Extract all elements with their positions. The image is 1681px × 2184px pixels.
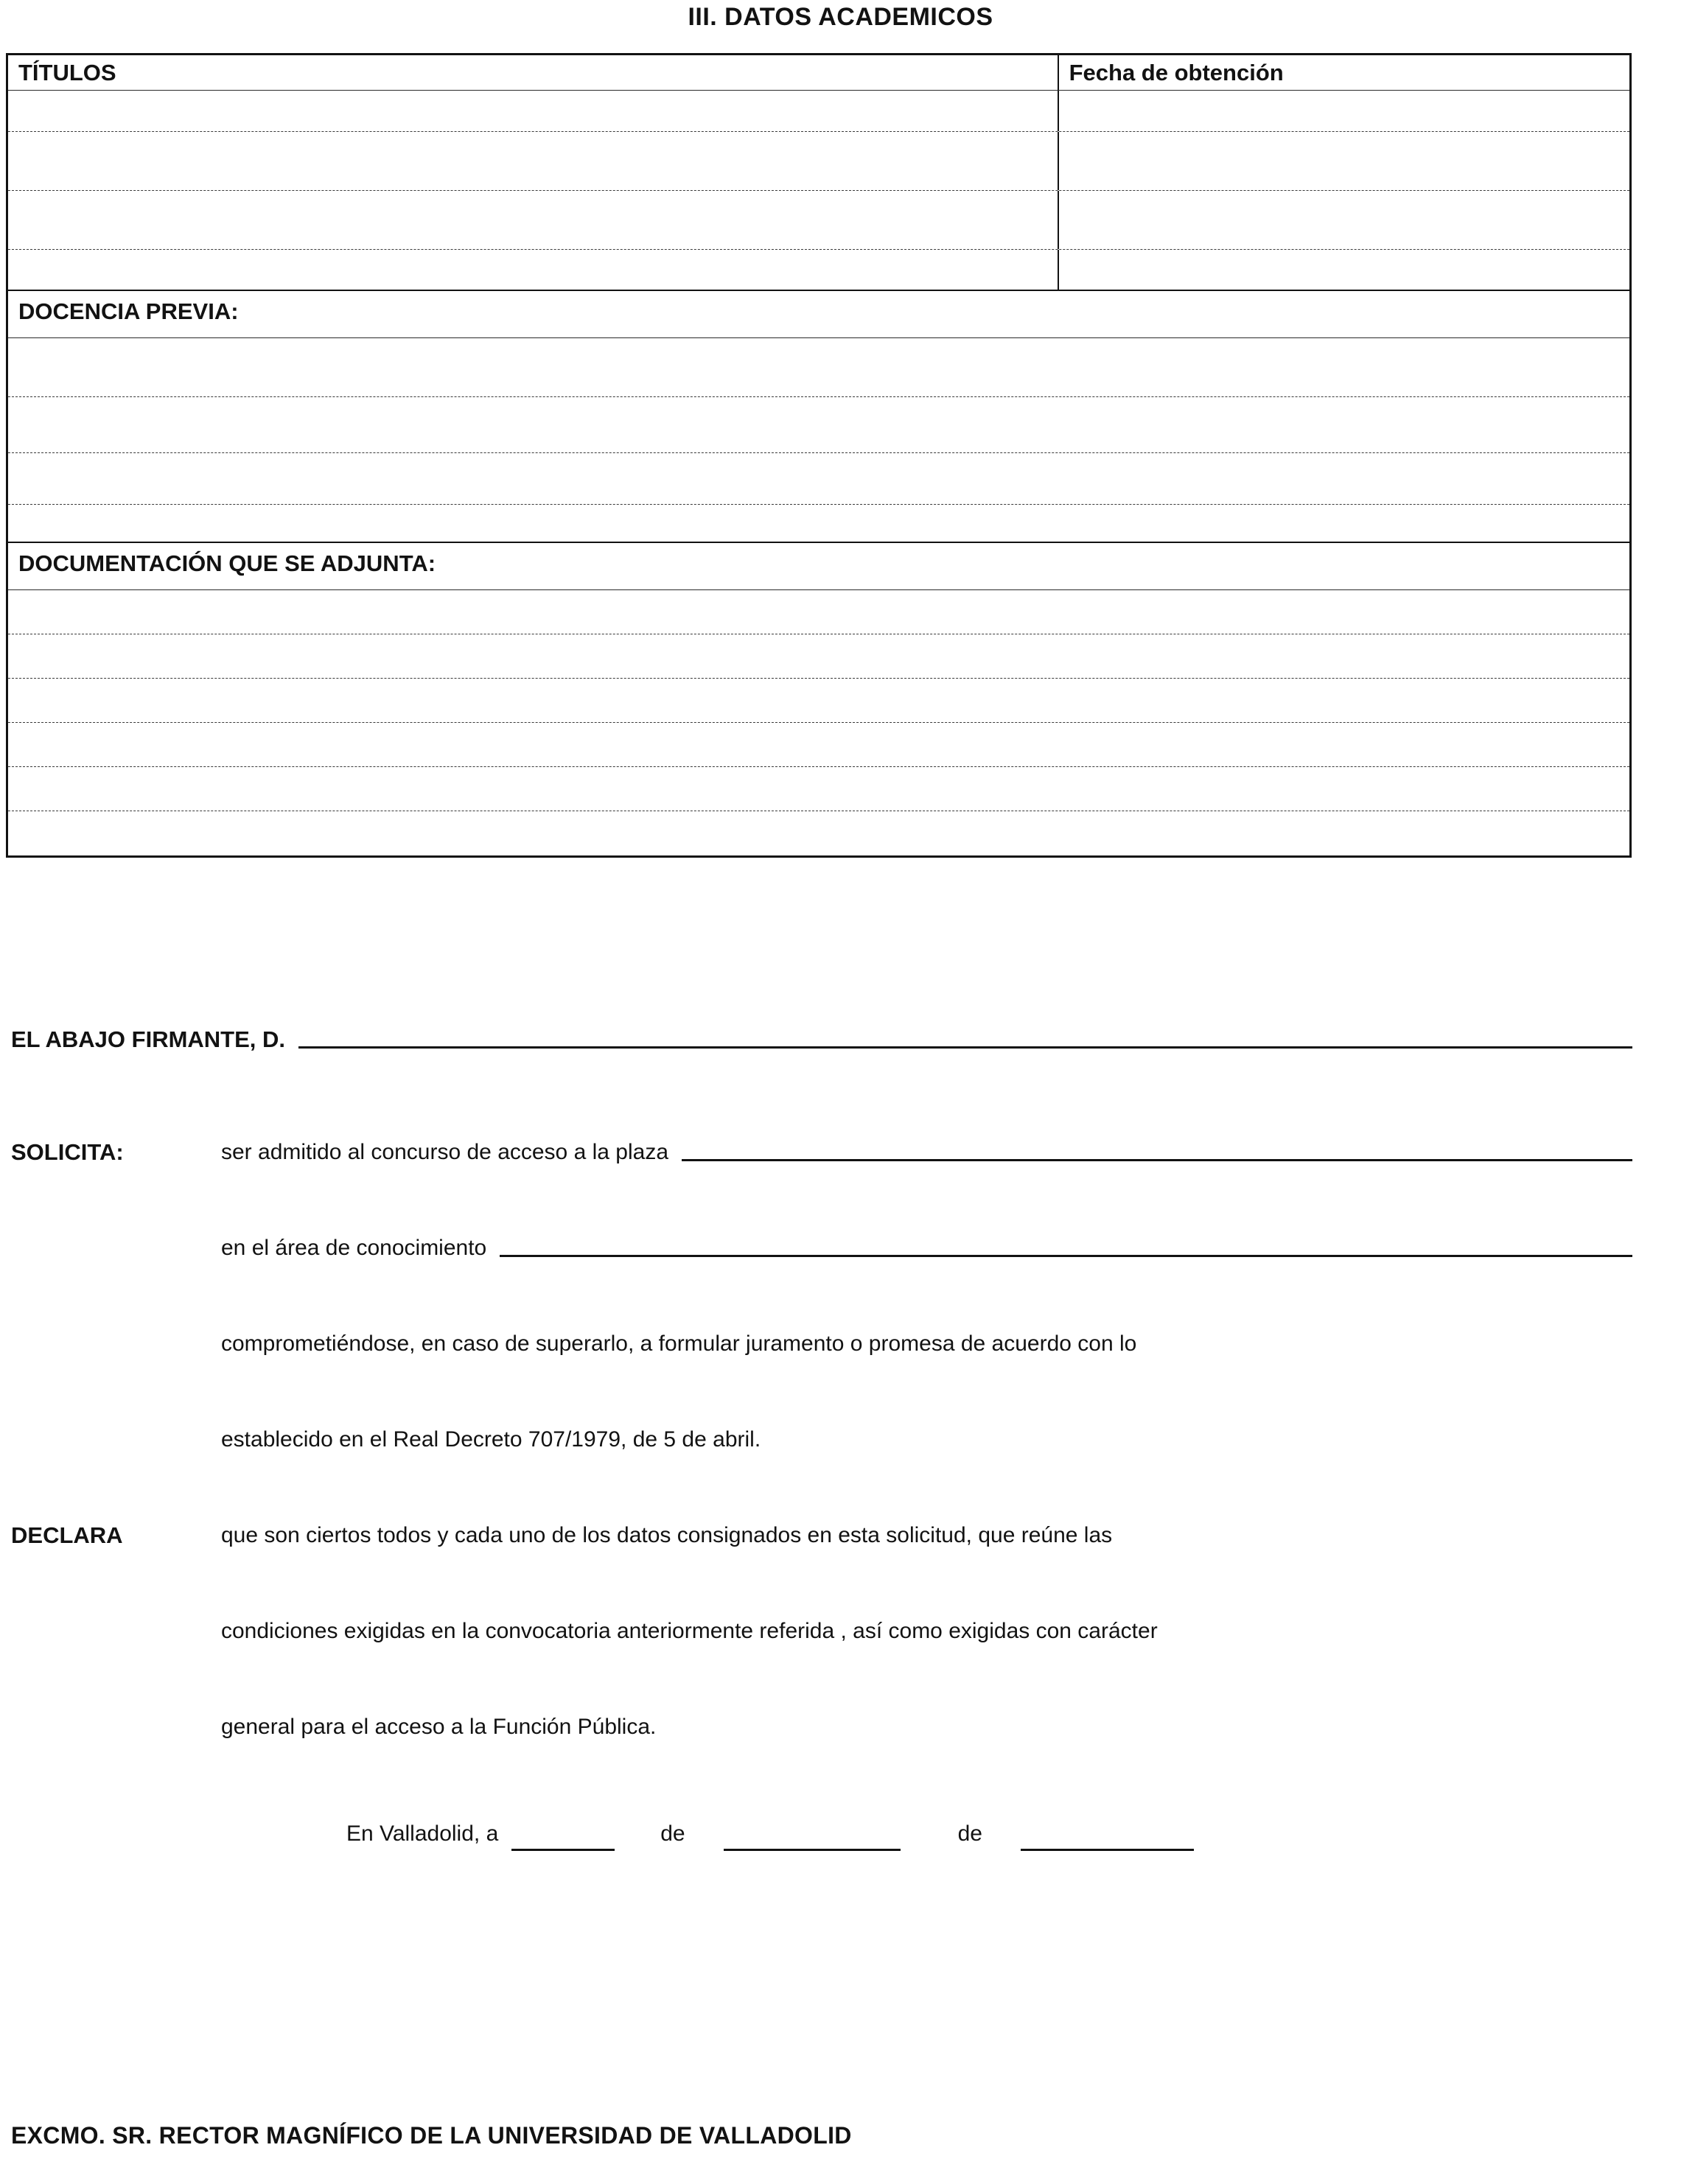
documentacion-header-row [8,543,1629,590]
documentacion-blank-row[interactable] [8,679,1629,723]
docencia-blank-row[interactable] [8,453,1629,505]
solicita-line4-text: establecido en el Real Decreto 707/1979, de 5 de abril. [221,1427,761,1452]
fecha-blank-cell[interactable] [1059,250,1629,290]
docencia-previa-label: DOCENCIA PREVIA: [18,298,239,324]
fecha-blank-cell[interactable] [1059,132,1629,190]
solicita-label: SOLICITA: [11,1139,124,1165]
solicita-line3-text: comprometiéndose, en caso de superarlo, a formular juramento o promesa de acuerdo con lo [221,1331,1137,1356]
date-de2: de [957,1821,982,1846]
date-prefix: En Valladolid, a [346,1821,499,1846]
documentacion-blank-row[interactable] [8,634,1629,679]
titulos-blank-row[interactable] [8,91,1629,132]
titulo-blank-cell[interactable] [8,91,1059,131]
fecha-blank-cell[interactable] [1059,191,1629,249]
titulos-header-row [8,55,1629,91]
titulo-blank-cell[interactable] [8,191,1059,249]
fecha-obtencion-header-cell: Fecha de obtención [1069,60,1284,85]
plaza-blank[interactable] [682,1159,1632,1161]
solicita-block [11,1138,1632,1522]
titulos-blank-row[interactable] [8,132,1629,191]
declara-line1-text: que son ciertos todos y cada uno de los datos consignados en esta solicitud, que reúne las [221,1523,1113,1547]
solicita-line2-text: en el área de conocimiento [221,1236,487,1260]
documentacion-blank-row[interactable] [8,767,1629,811]
declara-block [11,1522,1632,1809]
declara-line2-text: condiciones exigidas en la convocatoria anteriormente referida , así como exigidas con carácter [221,1619,1158,1643]
docencia-previa-header-row [8,291,1629,338]
solicita-line-1 [221,1138,1632,1166]
solicita-line-2 [221,1234,1632,1262]
docencia-blank-row[interactable] [8,505,1629,543]
documentacion-label: DOCUMENTACIÓN QUE SE ADJUNTA: [18,550,436,576]
titulo-blank-cell[interactable] [8,132,1059,190]
declara-label: DECLARA [11,1522,123,1548]
firmante-name-blank[interactable] [298,1046,1632,1049]
date-line [346,1819,1194,1848]
documentacion-blank-row[interactable] [8,723,1629,767]
titulos-blank-row[interactable] [8,191,1629,250]
documentacion-blank-row[interactable] [8,590,1629,634]
docencia-blank-row[interactable] [8,397,1629,453]
titulos-blank-row[interactable] [8,250,1629,291]
solicita-line1-text: ser admitido al concurso de acceso a la plaza [221,1140,669,1164]
firmante-block [11,1026,1632,1054]
declara-line3-text: general para el acceso a la Función Pública. [221,1715,657,1739]
area-conocimiento-blank[interactable] [500,1255,1632,1257]
date-de1: de [660,1821,685,1846]
date-year-blank[interactable] [1021,1829,1194,1851]
firmante-label: EL ABAJO FIRMANTE, D. [11,1026,286,1052]
titulos-header-cell: TÍTULOS [8,55,1059,90]
page-title: III. DATOS ACADEMICOS [688,3,993,31]
date-day-blank[interactable] [511,1829,615,1851]
date-month-blank[interactable] [724,1829,901,1851]
titulo-blank-cell[interactable] [8,250,1059,290]
fecha-blank-cell[interactable] [1059,91,1629,131]
rector-footer: EXCMO. SR. RECTOR MAGNÍFICO DE LA UNIVERSIDAD DE VALLADOLID [11,2122,852,2149]
documentacion-blank-row[interactable] [8,811,1629,855]
datos-academicos-table [6,53,1632,858]
docencia-blank-row[interactable] [8,338,1629,397]
